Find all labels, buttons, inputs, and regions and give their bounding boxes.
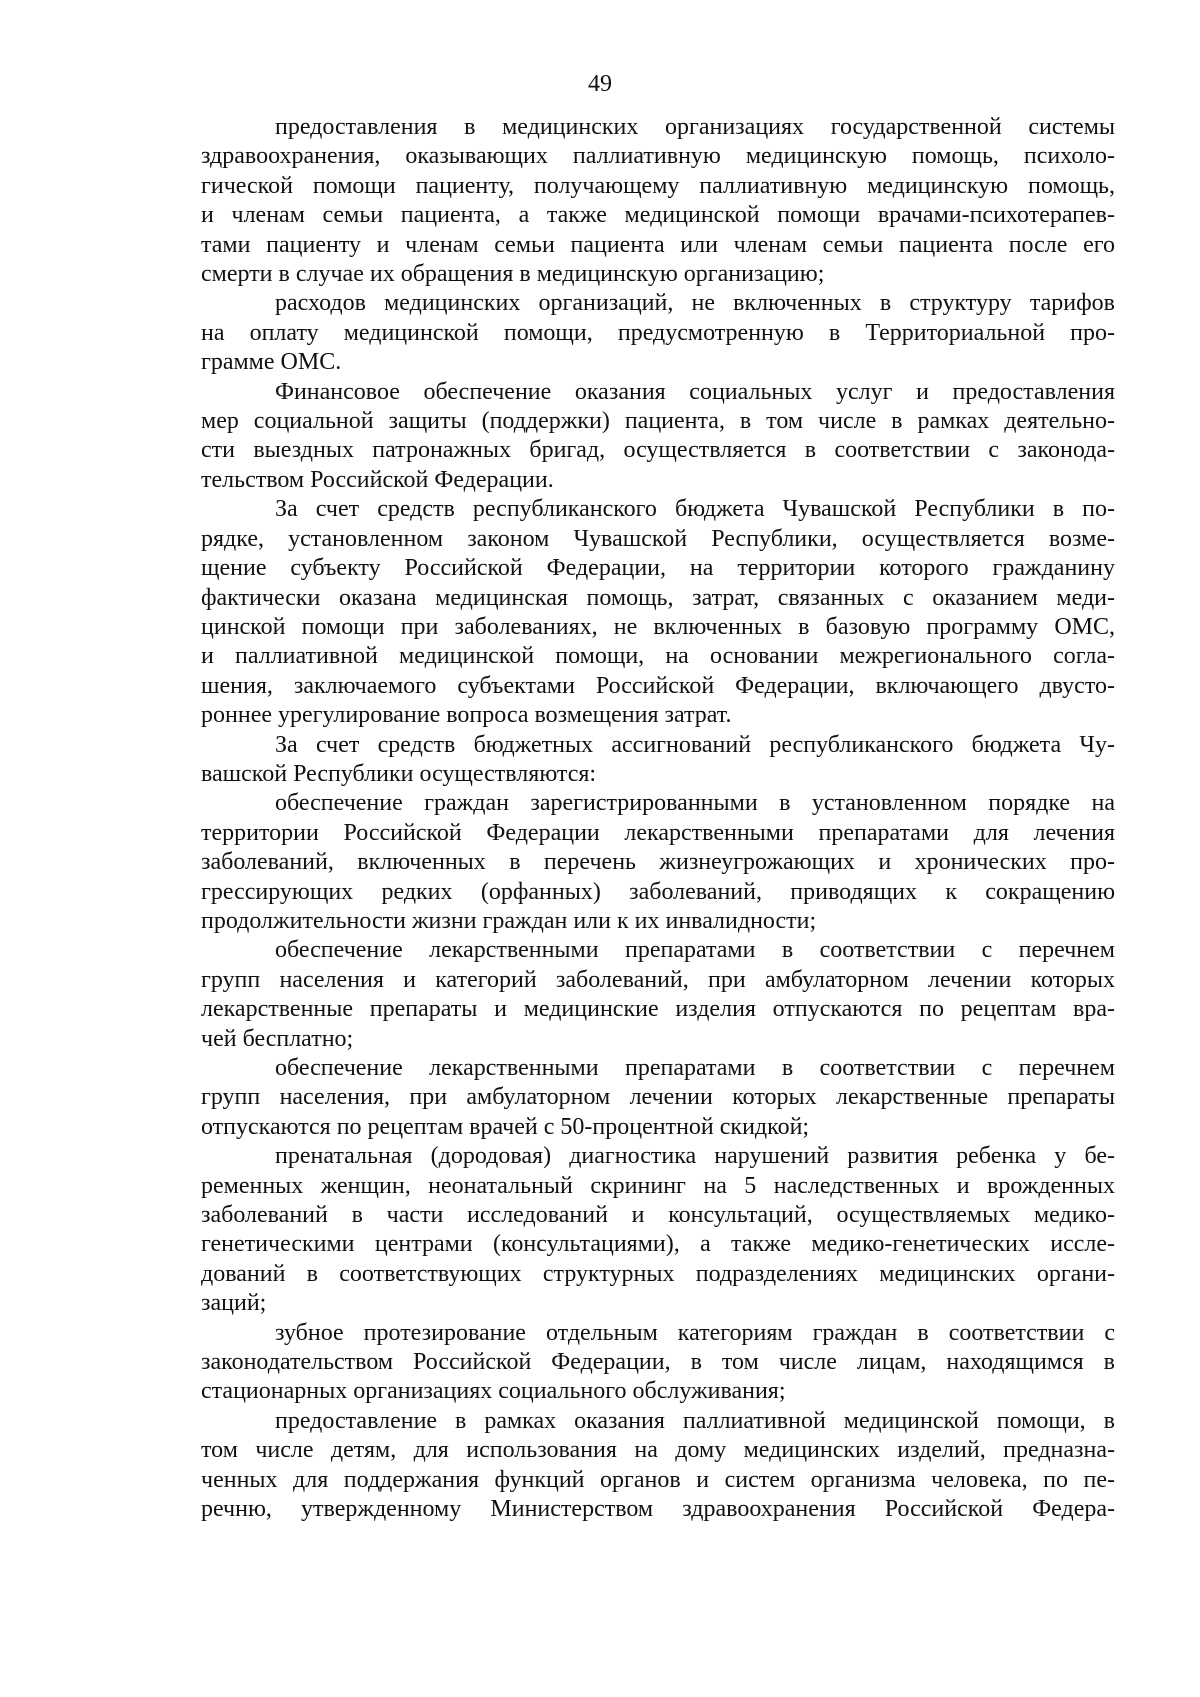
text-line: зубное протезирование отдельным категориям граждан в соответствии с [275,1319,1115,1346]
text-line: и паллиативной медицинской помощи, на основании межрегионального согла- [201,643,1115,670]
text-line: стационарных организациях социального обслуживания; [201,1378,786,1405]
text-line: заций; [201,1290,267,1317]
text-line: тельством Российской Федерации. [201,466,554,493]
text-line: речню, утвержденному Министерством здравоохранения Российской Федера- [201,1496,1115,1523]
text-line: За счет средств республиканского бюджета Чувашской Республики в по- [275,496,1115,523]
text-line: групп населения и категорий заболеваний, при амбулаторном лечении которых [201,966,1115,993]
paragraph [201,495,1115,730]
text-line: сти выездных патронажных бригад, осуществляется в соответствии с законода- [201,437,1115,464]
text-line: продолжительности жизни граждан или к их инвалидности; [201,907,817,934]
text-line: грамме ОМС. [201,349,342,376]
text-line: том числе детям, для использования на дому медицинских изделий, предназна- [201,1437,1115,1464]
paragraph [201,378,1115,496]
text-line: здравоохранения, оказывающих паллиативную медицинскую помощь, психоло- [201,143,1115,170]
text-line: гической помощи пациенту, получающему паллиативную медицинскую помощь, [201,172,1115,199]
text-line: расходов медицинских организаций, не включенных в структуру тарифов [275,290,1115,317]
text-line: обеспечение лекарственными препаратами в соответствии с перечнем [275,937,1115,964]
text-line: и членам семьи пациента, а также медицинской помощи врачами-психотерапев- [201,202,1115,229]
text-line: грессирующих редких (орфанных) заболеваний, приводящих к сокращению [201,878,1115,905]
text-line: отпускаются по рецептам врачей с 50-процентной скидкой; [201,1113,810,1140]
text-line: территории Российской Федерации лекарственными препаратами для лечения [201,819,1115,846]
paragraph [201,1407,1115,1525]
text-line: цинской помощи при заболеваниях, не включенных в базовую программу ОМС, [201,613,1115,640]
text-line: роннее урегулирование вопроса возмещения затрат. [201,702,732,729]
text-line: предоставления в медицинских организациях государственной системы [275,114,1115,140]
text-line: ременных женщин, неонатальный скрининг на 5 наследственных и врожденных [201,1172,1115,1199]
text-line: заболеваний, включенных в перечень жизнеугрожающих и хронических про- [201,849,1115,876]
text-line: пренатальная (дородовая) диагностика нарушений развития ребенка у бе- [275,1143,1115,1170]
text-line: смерти в случае их обращения в медицинскую организацию; [201,261,825,288]
text-line: законодательством Российской Федерации, в том числе лицам, находящимся в [201,1349,1115,1376]
text-line: ченных для поддержания функций органов и систем организма человека, по пе- [201,1466,1115,1493]
text-line: мер социальной защиты (поддержки) пациента, в том числе в рамках деятельно- [201,408,1115,435]
text-line: заболеваний в части исследований и консультаций, осуществляемых медико- [201,1202,1115,1229]
paragraph [201,113,1115,289]
text-line: дований в соответствующих структурных подразделениях медицинских органи- [201,1260,1115,1287]
page-number: 49 [588,71,612,97]
paragraph [201,789,1115,936]
text-line: вашской Республики осуществляются: [201,760,597,787]
text-line: За счет средств бюджетных ассигнований республиканского бюджета Чу- [275,731,1115,758]
text-line: рядке, установленном законом Чувашской Республики, осуществляется возме- [201,525,1115,552]
text-line: групп населения, при амбулаторном лечении которых лекарственные препараты [201,1084,1115,1111]
paragraph [201,1142,1115,1318]
text-line: шения, заключаемого субъектами Российской Федерации, включающего двусто- [201,672,1115,699]
text-line: предоставление в рамках оказания паллиативной медицинской помощи, в [275,1407,1115,1434]
text-line: щение субъекту Российской Федерации, на территории которого гражданину [201,555,1115,582]
document-body [201,113,1115,1525]
text-line: на оплату медицинской помощи, предусмотренную в Территориальной про- [201,319,1115,346]
paragraph [201,289,1115,377]
text-line: фактически оказана медицинская помощь, затрат, связанных с оказанием меди- [201,584,1115,611]
text-line: обеспечение граждан зарегистрированными в установленном порядке на [275,790,1115,817]
text-line: тами пациенту и членам семьи пациента или членам семьи пациента после его [201,231,1115,258]
paragraph [201,1319,1115,1407]
text-line: обеспечение лекарственными препаратами в соответствии с перечнем [275,1055,1115,1081]
paragraph [201,731,1115,790]
text-line: Финансовое обеспечение оказания социальных услуг и предоставления [275,378,1115,405]
text-line: генетическими центрами (консультациями), а также медико-генетических иссле- [201,1231,1115,1258]
text-line: чей бесплатно; [201,1025,354,1052]
text-line: лекарственные препараты и медицинские изделия отпускаются по рецептам вра- [201,996,1115,1023]
paragraph [201,1054,1115,1142]
paragraph [201,936,1115,1054]
